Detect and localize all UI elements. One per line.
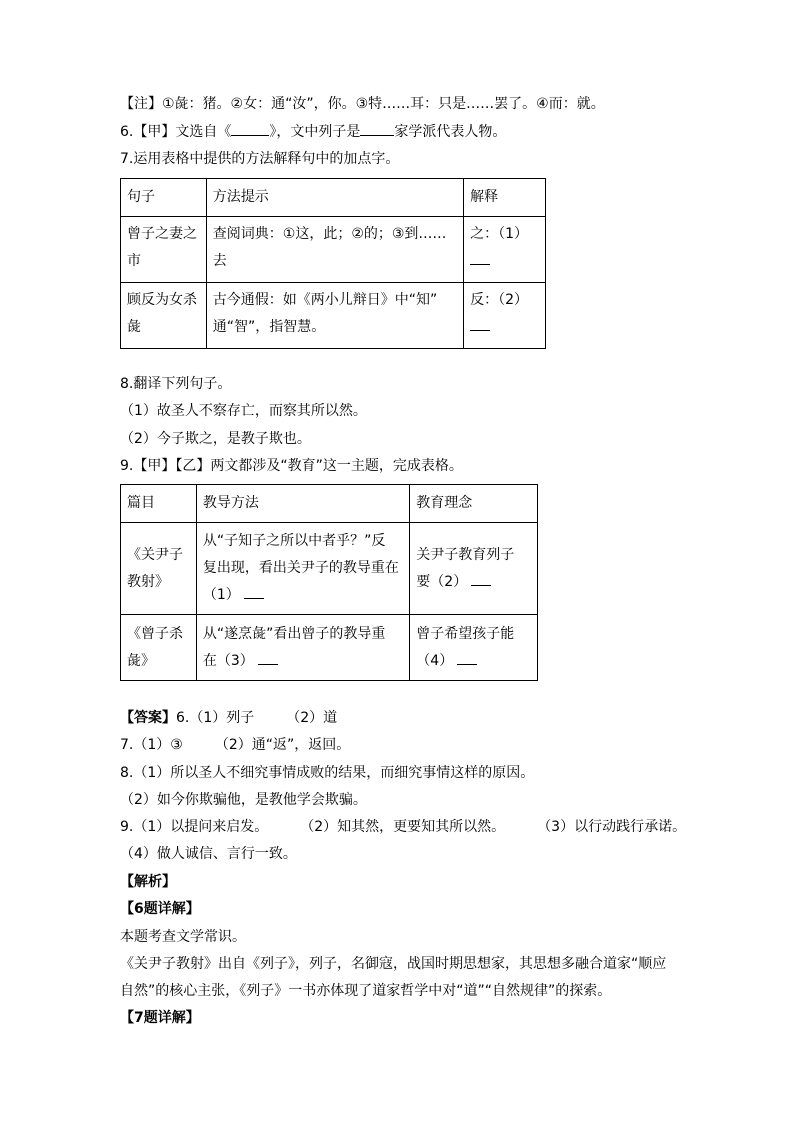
q9-row2-method xyxy=(196,615,409,681)
q9-row1-method xyxy=(196,523,409,615)
q9-row2-idea xyxy=(410,615,538,681)
answer-9-part-2: （2）知其然，更要知其所以然。 xyxy=(300,819,506,835)
q7-row2-sentence xyxy=(121,283,207,349)
answer-7-part-1: 7.（1）③ xyxy=(120,737,183,753)
q7-detail-heading: 【7题详解】 xyxy=(120,1010,200,1026)
cell-line: 古今通假：如《两小儿辩日》中“知” xyxy=(212,292,438,308)
q6-blank-2 xyxy=(360,121,394,136)
q7-row2-method xyxy=(206,283,463,349)
answer-6-part-1: 6.（1）列子 xyxy=(176,710,255,726)
cell-line: 去 xyxy=(212,253,227,269)
cell-line: 查阅词典：①这，此；②的；③到…… xyxy=(212,226,447,242)
q9-row2-title xyxy=(121,615,197,681)
answer-6-part-2: （2）道 xyxy=(286,710,338,726)
cell-line: 要（2） xyxy=(416,569,531,596)
answer-7-line xyxy=(120,735,350,755)
cell-line: 从“遂烹彘”看出曾子的教导重 xyxy=(202,625,386,642)
q9-table xyxy=(120,484,538,681)
q6-detail-text-1: 本题考查文学常识。 xyxy=(120,929,246,945)
cell-line: （4） xyxy=(416,648,531,675)
q9-row xyxy=(121,615,538,681)
q7-row xyxy=(121,283,546,349)
q9-header-row xyxy=(121,485,538,523)
answer-9-line xyxy=(120,817,686,837)
q6-text-c: 家学派代表人物。 xyxy=(394,124,507,140)
q7-header-answer: 解释 xyxy=(464,179,546,217)
q7-row1-answer xyxy=(464,217,546,283)
question-7-prompt: 7.运用表格中提供的方法解释句中的加点字。 xyxy=(120,151,400,167)
q6-blank-1 xyxy=(231,121,269,136)
cell-line: 市 xyxy=(127,253,141,269)
answer-7-part-2: （2）通“返”，返回。 xyxy=(214,737,351,753)
answer-8-line-1: 8.（1）所以圣人不细究事情成败的结果，而细究事情这样的原因。 xyxy=(120,765,535,781)
answer-6-line xyxy=(120,708,337,728)
question-6 xyxy=(120,121,506,142)
cell-line: 之：（1） xyxy=(470,226,529,242)
q8-item-2: （2）今子欺之，是教子欺也。 xyxy=(120,431,311,447)
q7-row2-answer xyxy=(464,283,546,349)
q6-detail-text-3: 自然”的核心主张，《列子》一书亦体现了道家哲学中对“道”“自然规律”的探索。 xyxy=(120,983,612,999)
cell-line: 《关尹子 xyxy=(127,546,183,563)
q9-row xyxy=(121,523,538,615)
q7-header-row xyxy=(121,179,546,217)
answer-9-line-2: （4）做人诚信、言行一致。 xyxy=(120,846,297,862)
q9-row1-idea xyxy=(410,523,538,615)
q7-header-method: 方法提示 xyxy=(206,179,463,217)
cell-line: 在（3） xyxy=(203,648,403,675)
q7-header-sentence: 句子 xyxy=(121,179,207,217)
q6-detail-text-2: 《关尹子教射》出自《列子》，列子，名御寇，战国时期思想家，其思想多融合道家“顺应 xyxy=(120,956,667,972)
note-line: 【注】①彘：猪。②女：通“汝”，你。③特……耳：只是……罢了。④而：就。 xyxy=(120,96,605,112)
q8-item-1: （1）故圣人不察存亡，而察其所以然。 xyxy=(120,403,367,419)
q9-header-title: 篇目 xyxy=(121,485,197,523)
cell-line: 教射》 xyxy=(127,573,169,590)
cell-line: 顾反为女杀 xyxy=(127,292,197,308)
question-9-prompt: 9.【甲】【乙】两文都涉及“教育”这一主题，完成表格。 xyxy=(120,458,463,474)
q9-header-idea: 教育理念 xyxy=(410,485,538,523)
q7-table xyxy=(120,178,546,349)
analysis-label: 【解析】 xyxy=(120,874,176,890)
q6-detail-heading: 【6题详解】 xyxy=(120,901,200,917)
cell-line: 彘》 xyxy=(127,652,155,669)
answer-8-line-2: （2）如今你欺骗他，是教他学会欺骗。 xyxy=(120,792,367,808)
cell-line: 通“智”，指智慧。 xyxy=(212,319,326,335)
q7-row xyxy=(121,217,546,283)
cell-line: 彘 xyxy=(127,319,141,335)
cell-line: 曾子希望孩子能 xyxy=(416,625,515,642)
cell-line: （1） xyxy=(203,582,403,609)
answer-9-part-1: 9.（1）以提问来启发。 xyxy=(120,819,269,835)
cell-line: 从“子知子之所以中者乎？”反 xyxy=(202,533,386,549)
cell-line: 反：（2） xyxy=(470,292,529,308)
answer-label: 【答案】 xyxy=(120,710,176,726)
cell-line: 复出现，看出关尹子的教导重在 xyxy=(202,560,399,576)
q6-text-b: 》，文中列子是 xyxy=(269,124,361,140)
q9-header-method: 教导方法 xyxy=(196,485,409,523)
answer-blank xyxy=(470,248,539,275)
q9-row1-title xyxy=(121,523,197,615)
answer-9-part-3: （3）以行动践行承诺。 xyxy=(537,819,687,835)
question-8-prompt: 8.翻译下列句子。 xyxy=(120,376,232,392)
cell-line: 曾子之妻之 xyxy=(127,226,197,242)
q6-text-a: 6.【甲】文选自《 xyxy=(120,124,232,140)
cell-line: 《曾子杀 xyxy=(127,625,183,642)
q7-row1-sentence xyxy=(121,217,207,283)
answer-blank xyxy=(470,314,539,341)
q7-row1-method xyxy=(206,217,463,283)
cell-line: 关尹子教育列子 xyxy=(416,546,515,563)
